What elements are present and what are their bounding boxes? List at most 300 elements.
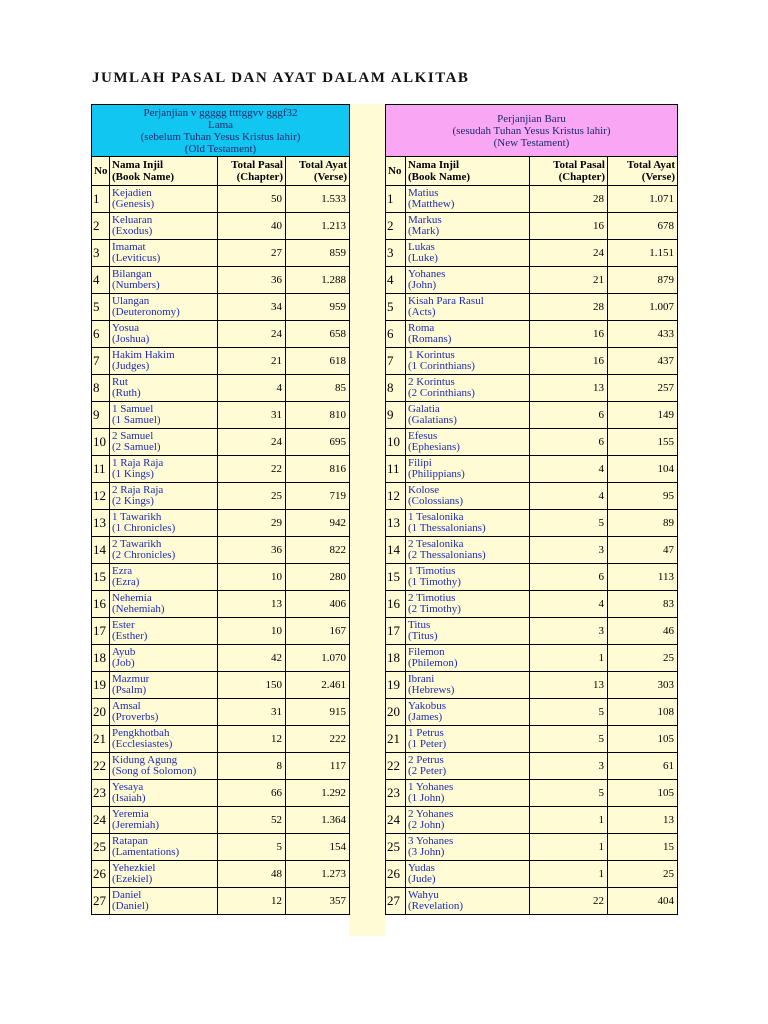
verse-count: 154 [286, 834, 350, 861]
verse-count: 25 [608, 645, 678, 672]
table-row [386, 861, 678, 888]
book-name-en: (2 Chronicles) [112, 549, 176, 561]
chapter-count: 16 [530, 213, 608, 240]
verse-count: 433 [608, 321, 678, 348]
table-row [92, 834, 350, 861]
book-name [110, 861, 218, 888]
book-name-en: (Hebrews) [408, 684, 455, 696]
book-name [110, 672, 218, 699]
book-name-en: (1 Corinthians) [408, 360, 475, 372]
chapter-count: 12 [218, 726, 286, 753]
chapter-count: 10 [218, 618, 286, 645]
new-testament-table [385, 104, 678, 915]
col-header-chapter: Total Pasal (Chapter) [218, 157, 286, 186]
verse-count: 280 [286, 564, 350, 591]
row-number: 5 [386, 294, 406, 321]
book-name-id: Lukas [408, 241, 435, 253]
table-row [92, 861, 350, 888]
col-header-chapter: Total Pasal (Chapter) [530, 157, 608, 186]
book-name [110, 240, 218, 267]
book-name-en: (2 Kings) [112, 495, 154, 507]
row-number: 18 [92, 645, 110, 672]
chapter-count: 28 [530, 294, 608, 321]
verse-count: 678 [608, 213, 678, 240]
chapter-count: 1 [530, 645, 608, 672]
table-row [386, 537, 678, 564]
row-number: 18 [386, 645, 406, 672]
book-name-id: Ratapan [112, 835, 149, 847]
verse-count: 859 [286, 240, 350, 267]
verse-count: 303 [608, 672, 678, 699]
col-header-verse: Total Ayat (Verse) [608, 157, 678, 186]
book-name-en: (1 Timothy) [408, 576, 461, 588]
row-number: 19 [386, 672, 406, 699]
verse-count: 222 [286, 726, 350, 753]
row-number: 25 [386, 834, 406, 861]
row-number: 3 [92, 240, 110, 267]
chapter-count: 24 [218, 429, 286, 456]
book-name-en: (Song of Solomon) [112, 765, 197, 777]
row-number: 20 [386, 699, 406, 726]
book-name-en: (2 Timothy) [408, 603, 461, 615]
book-name [406, 402, 530, 429]
book-name-en: (Jeremiah) [112, 819, 160, 831]
row-number: 23 [386, 780, 406, 807]
book-name-en: (Leviticus) [112, 252, 161, 264]
book-name [406, 240, 530, 267]
chapter-count: 22 [218, 456, 286, 483]
chapter-count: 34 [218, 294, 286, 321]
verse-count: 117 [286, 753, 350, 780]
chapter-count: 13 [530, 375, 608, 402]
book-name-en: (Titus) [408, 630, 438, 642]
verse-count: 105 [608, 726, 678, 753]
book-name [110, 213, 218, 240]
table-row [92, 537, 350, 564]
book-name-en: (Revelation) [408, 900, 463, 912]
table-row [386, 186, 678, 213]
row-number: 17 [92, 618, 110, 645]
verse-count: 89 [608, 510, 678, 537]
row-number: 2 [92, 213, 110, 240]
table-row [92, 240, 350, 267]
row-number: 25 [92, 834, 110, 861]
book-name-en: (1 Kings) [112, 468, 154, 480]
chapter-count: 16 [530, 321, 608, 348]
row-number: 8 [92, 375, 110, 402]
book-name-en: (Deuteronomy) [112, 306, 180, 318]
chapter-count: 5 [530, 510, 608, 537]
table-row [92, 348, 350, 375]
book-name-en: (John) [408, 279, 437, 291]
row-number: 21 [92, 726, 110, 753]
col-header-no: No [386, 157, 406, 186]
chapter-count: 31 [218, 402, 286, 429]
chapter-count: 36 [218, 267, 286, 294]
verse-count: 104 [608, 456, 678, 483]
book-name [110, 456, 218, 483]
book-name-en: (Psalm) [112, 684, 147, 696]
table-row [386, 456, 678, 483]
chapter-count: 66 [218, 780, 286, 807]
book-name-id: Yesaya [112, 781, 144, 793]
table-row [386, 672, 678, 699]
book-name-id: 1 Timotius [408, 565, 456, 577]
verse-count: 810 [286, 402, 350, 429]
table-row [92, 375, 350, 402]
book-name-id: 2 Tesalonika [408, 538, 464, 550]
book-name-en: (2 Thessalonians) [408, 549, 486, 561]
book-name-id: 3 Yohanes [408, 835, 454, 847]
book-name-en: (1 John) [408, 792, 445, 804]
table-row [92, 807, 350, 834]
chapter-count: 4 [530, 456, 608, 483]
verse-count: 1.364 [286, 807, 350, 834]
verse-count: 879 [608, 267, 678, 294]
chapter-count: 22 [530, 888, 608, 915]
book-name-id: 1 Petrus [408, 727, 444, 739]
book-name-id: Roma [408, 322, 435, 334]
book-name-id: 1 Yohanes [408, 781, 454, 793]
row-number: 3 [386, 240, 406, 267]
row-number: 19 [92, 672, 110, 699]
verse-count: 1.007 [608, 294, 678, 321]
table-row [386, 618, 678, 645]
row-number: 6 [386, 321, 406, 348]
table-row [92, 618, 350, 645]
row-number: 16 [92, 591, 110, 618]
verse-count: 1.273 [286, 861, 350, 888]
chapter-count: 8 [218, 753, 286, 780]
book-name-id: 1 Tesalonika [408, 511, 464, 523]
chapter-count: 6 [530, 564, 608, 591]
book-name-en: (Ruth) [112, 387, 141, 399]
chapter-count: 12 [218, 888, 286, 915]
book-name-id: Kejadien [112, 187, 152, 199]
book-name-id: Markus [408, 214, 442, 226]
chapter-count: 3 [530, 618, 608, 645]
verse-count: 46 [608, 618, 678, 645]
book-name-id: Bilangan [112, 268, 152, 280]
book-name [406, 267, 530, 294]
book-name [406, 591, 530, 618]
book-name-id: 2 Raja Raja [112, 484, 164, 496]
chapter-count: 13 [530, 672, 608, 699]
chapter-count: 1 [530, 807, 608, 834]
row-number: 14 [92, 537, 110, 564]
verse-count: 1.071 [608, 186, 678, 213]
book-name [406, 807, 530, 834]
row-number: 27 [92, 888, 110, 915]
chapter-count: 24 [530, 240, 608, 267]
row-number: 17 [386, 618, 406, 645]
book-name-en: (Philippians) [408, 468, 465, 480]
book-name-en: (1 Samuel) [112, 414, 161, 426]
table-row [92, 510, 350, 537]
table-row [386, 294, 678, 321]
book-name-id: 1 Korintus [408, 349, 455, 361]
col-header-name: Nama Injil (Book Name) [406, 157, 530, 186]
book-name-en: (Esther) [112, 630, 148, 642]
chapter-count: 52 [218, 807, 286, 834]
book-name [406, 456, 530, 483]
book-name [110, 834, 218, 861]
book-name [110, 402, 218, 429]
verse-count: 1.070 [286, 645, 350, 672]
book-name-id: 2 Tawarikh [112, 538, 162, 550]
chapter-count: 42 [218, 645, 286, 672]
table-row [386, 510, 678, 537]
book-name [110, 321, 218, 348]
book-name-en: (Ezekiel) [112, 873, 153, 885]
table-row [92, 429, 350, 456]
chapter-count: 27 [218, 240, 286, 267]
table-row [386, 429, 678, 456]
table-row [386, 483, 678, 510]
book-name [406, 861, 530, 888]
old-testament-rows [92, 186, 350, 915]
chapter-count: 3 [530, 753, 608, 780]
row-number: 22 [92, 753, 110, 780]
row-number: 26 [92, 861, 110, 888]
table-row [92, 672, 350, 699]
center-gap-band [349, 104, 385, 936]
book-name [110, 807, 218, 834]
row-number: 15 [92, 564, 110, 591]
book-name-id: Ezra [112, 565, 133, 577]
book-name [406, 888, 530, 915]
row-number: 6 [92, 321, 110, 348]
book-name-id: Kisah Para Rasul [408, 295, 484, 307]
book-name [110, 483, 218, 510]
verse-count: 695 [286, 429, 350, 456]
book-name [406, 726, 530, 753]
book-name-id: Daniel [112, 889, 142, 901]
book-name-id: Imamat [112, 241, 146, 253]
table-row [386, 564, 678, 591]
chapter-count: 5 [218, 834, 286, 861]
book-name [406, 213, 530, 240]
book-name-en: (2 Peter) [408, 765, 447, 777]
chapter-count: 40 [218, 213, 286, 240]
row-number: 24 [92, 807, 110, 834]
book-name-en: (Nehemiah) [112, 603, 165, 615]
book-name [406, 834, 530, 861]
verse-count: 85 [286, 375, 350, 402]
verse-count: 47 [608, 537, 678, 564]
chapter-count: 21 [530, 267, 608, 294]
verse-count: 108 [608, 699, 678, 726]
row-number: 14 [386, 537, 406, 564]
book-name [110, 375, 218, 402]
page-title: JUMLAH PASAL DAN AYAT DALAM ALKITAB [92, 70, 470, 86]
book-name-id: Ester [112, 619, 135, 631]
book-name-id: 1 Raja Raja [112, 457, 164, 469]
chapter-count: 4 [218, 375, 286, 402]
row-number: 7 [386, 348, 406, 375]
chapter-count: 25 [218, 483, 286, 510]
book-name [110, 726, 218, 753]
verse-count: 83 [608, 591, 678, 618]
chapter-count: 5 [530, 780, 608, 807]
verse-count: 257 [608, 375, 678, 402]
verse-count: 1.213 [286, 213, 350, 240]
book-name [110, 753, 218, 780]
verse-count: 404 [608, 888, 678, 915]
book-name-id: Ulangan [112, 295, 150, 307]
book-name [406, 753, 530, 780]
col-header-verse: Total Ayat (Verse) [286, 157, 350, 186]
chapter-count: 24 [218, 321, 286, 348]
verse-count: 959 [286, 294, 350, 321]
table-row [92, 213, 350, 240]
chapter-count: 48 [218, 861, 286, 888]
book-name-id: 2 Samuel [112, 430, 154, 442]
chapter-count: 21 [218, 348, 286, 375]
book-name-en: (2 Corinthians) [408, 387, 475, 399]
new-testament-header: Perjanjian Baru (sesudah Tuhan Yesus Kristus lahir) (New Testament) [386, 105, 678, 157]
table-row [386, 402, 678, 429]
chapter-count: 36 [218, 537, 286, 564]
book-name-id: 2 Korintus [408, 376, 455, 388]
book-name [406, 780, 530, 807]
book-name [406, 294, 530, 321]
chapter-count: 1 [530, 834, 608, 861]
book-name-id: Filemon [408, 646, 445, 658]
book-name-id: Wahyu [408, 889, 439, 901]
chapter-count: 6 [530, 402, 608, 429]
book-name-id: Yeremia [112, 808, 149, 820]
book-name-en: (3 John) [408, 846, 445, 858]
row-number: 1 [386, 186, 406, 213]
book-name-id: Yudas [408, 862, 435, 874]
chapter-count: 150 [218, 672, 286, 699]
table-row [92, 888, 350, 915]
table-row [386, 591, 678, 618]
chapter-count: 6 [530, 429, 608, 456]
row-number: 16 [386, 591, 406, 618]
book-name-en: (Job) [112, 657, 135, 669]
book-name [110, 888, 218, 915]
book-name-id: 2 Petrus [408, 754, 444, 766]
book-name-id: Nehemia [112, 592, 152, 604]
book-name-en: (Acts) [408, 306, 436, 318]
row-number: 10 [386, 429, 406, 456]
book-name-en: (Philemon) [408, 657, 458, 669]
table-row [92, 753, 350, 780]
table-row [386, 375, 678, 402]
row-number: 5 [92, 294, 110, 321]
book-name [406, 429, 530, 456]
book-name-en: (1 Thessalonians) [408, 522, 486, 534]
book-name-id: 2 Timotius [408, 592, 456, 604]
col-header-name: Nama Injil (Book Name) [110, 157, 218, 186]
row-number: 11 [92, 456, 110, 483]
table-row [386, 321, 678, 348]
chapter-count: 16 [530, 348, 608, 375]
verse-count: 719 [286, 483, 350, 510]
verse-count: 15 [608, 834, 678, 861]
verse-count: 2.461 [286, 672, 350, 699]
book-name [110, 267, 218, 294]
book-name-id: Yakobus [408, 700, 447, 712]
table-row [92, 726, 350, 753]
book-name [110, 348, 218, 375]
chapter-count: 3 [530, 537, 608, 564]
book-name-en: (2 John) [408, 819, 445, 831]
book-name [406, 645, 530, 672]
book-name-en: (Matthew) [408, 198, 455, 210]
book-name-en: (Ecclesiastes) [112, 738, 173, 750]
verse-count: 406 [286, 591, 350, 618]
book-name-id: 2 Yohanes [408, 808, 454, 820]
row-number: 9 [92, 402, 110, 429]
table-row [92, 483, 350, 510]
chapter-count: 1 [530, 861, 608, 888]
chapter-count: 4 [530, 483, 608, 510]
book-name-id: Rut [112, 376, 128, 388]
book-name [110, 537, 218, 564]
book-name [406, 672, 530, 699]
row-number: 24 [386, 807, 406, 834]
book-name-en: (Numbers) [112, 279, 160, 291]
table-row [386, 780, 678, 807]
row-number: 11 [386, 456, 406, 483]
new-testament-rows [386, 186, 678, 915]
verse-count: 658 [286, 321, 350, 348]
book-name-en: (Proverbs) [112, 711, 159, 723]
chapter-count: 31 [218, 699, 286, 726]
chapter-count: 4 [530, 591, 608, 618]
row-number: 9 [386, 402, 406, 429]
verse-count: 167 [286, 618, 350, 645]
row-number: 21 [386, 726, 406, 753]
row-number: 26 [386, 861, 406, 888]
verse-count: 816 [286, 456, 350, 483]
book-name-en: (Joshua) [112, 333, 150, 345]
table-row [386, 834, 678, 861]
table-row [92, 699, 350, 726]
row-number: 23 [92, 780, 110, 807]
verse-count: 113 [608, 564, 678, 591]
chapter-count: 10 [218, 564, 286, 591]
book-name-en: (Isaiah) [112, 792, 146, 804]
table-row [92, 294, 350, 321]
book-name-en: (Exodus) [112, 225, 153, 237]
book-name [406, 510, 530, 537]
table-row [386, 267, 678, 294]
row-number: 7 [92, 348, 110, 375]
chapter-count: 29 [218, 510, 286, 537]
table-row [92, 564, 350, 591]
book-name [406, 564, 530, 591]
row-number: 13 [92, 510, 110, 537]
book-name-en: (Judges) [112, 360, 150, 372]
book-name-en: (Luke) [408, 252, 438, 264]
chapter-count: 5 [530, 699, 608, 726]
book-name [406, 618, 530, 645]
old-testament-header: Perjanjian v ggggg ttttggvv gggf32 Lama (sebelum Tuhan Yesus Kristus lahir) (Old Testament) [92, 105, 350, 157]
old-testament-table [91, 104, 350, 915]
table-row [386, 240, 678, 267]
verse-count: 357 [286, 888, 350, 915]
book-name-id: 1 Samuel [112, 403, 154, 415]
chapter-count: 28 [530, 186, 608, 213]
row-number: 10 [92, 429, 110, 456]
verse-count: 1.288 [286, 267, 350, 294]
book-name-en: (Genesis) [112, 198, 155, 210]
book-name [406, 375, 530, 402]
